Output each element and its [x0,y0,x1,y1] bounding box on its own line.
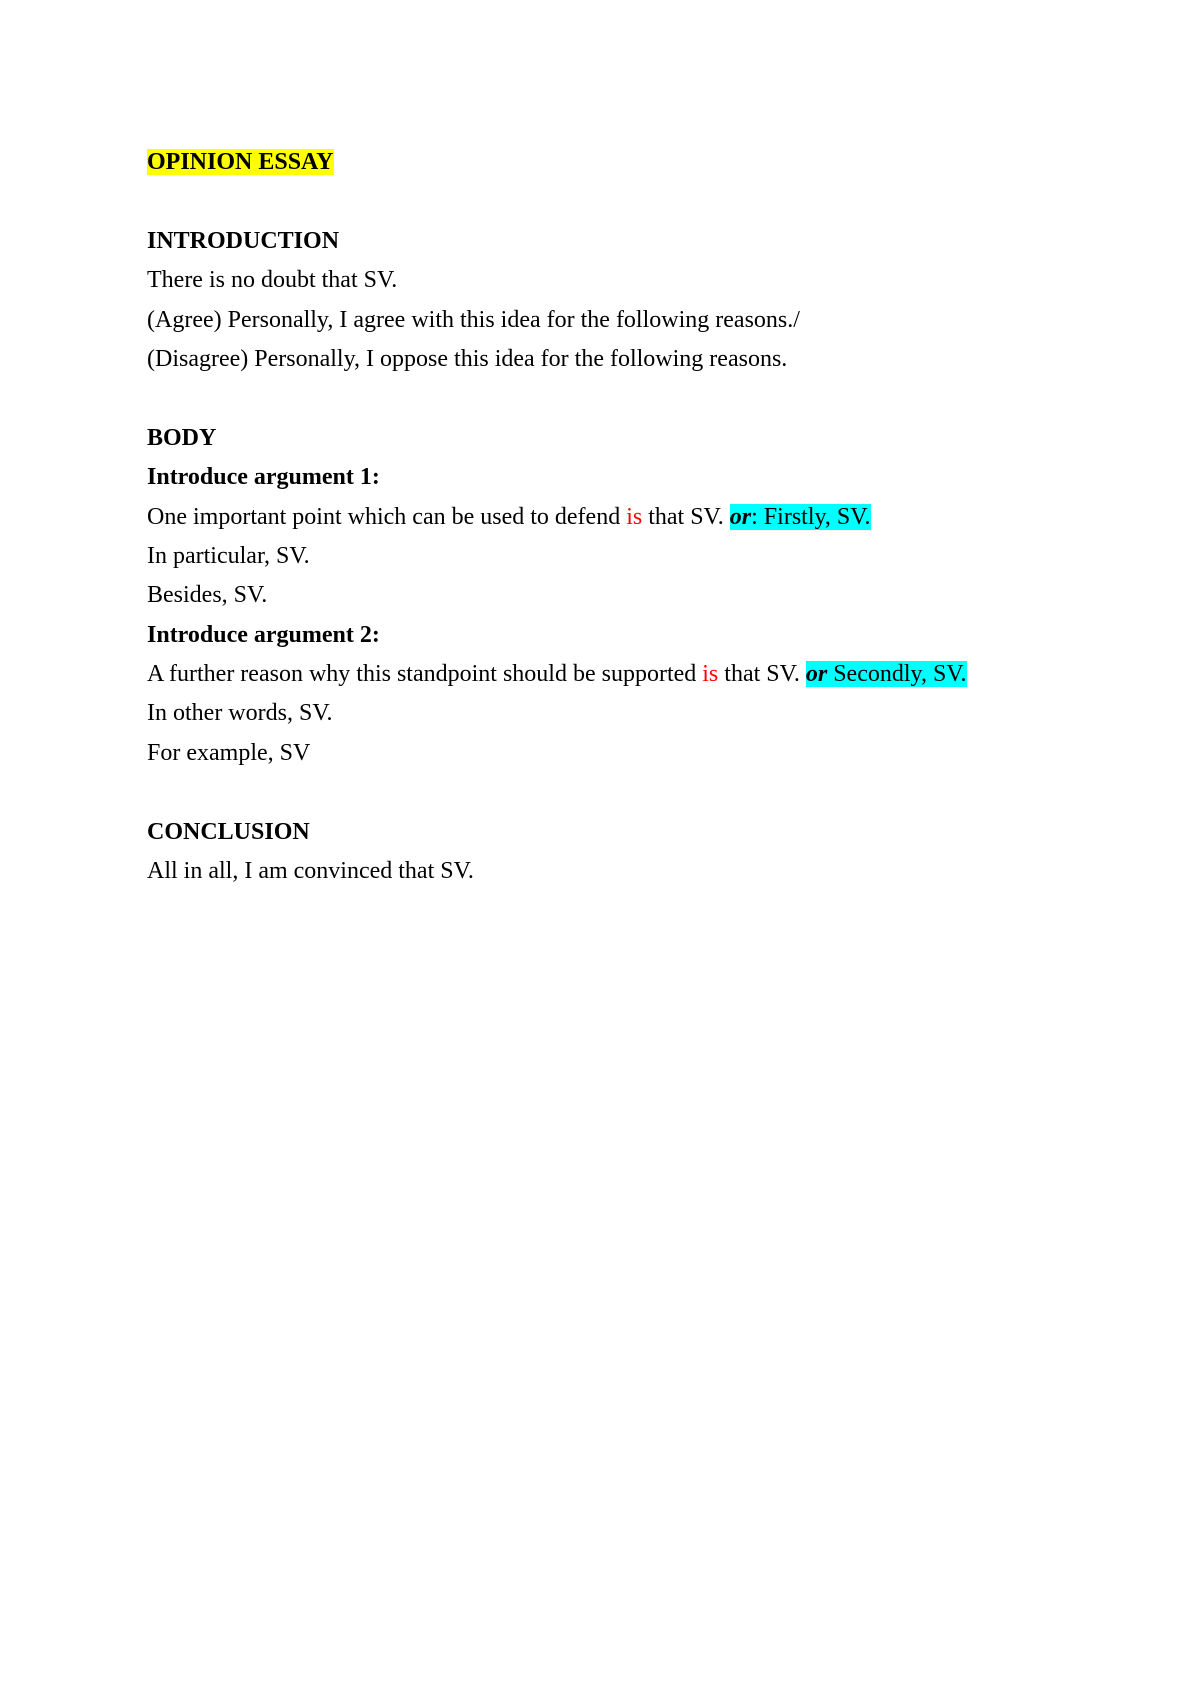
document-title: OPINION ESSAY [147,149,334,175]
argument-1-line-2: In particular, SV. [147,542,310,569]
argument-2-main-line [147,655,1107,694]
introduction-line-1: There is no doubt that SV. [147,267,398,294]
argument-2-alternative [806,661,967,687]
argument-2-text-after: that SV. [718,661,806,688]
introduction-line-2: (Agree) Personally, I agree with this idea for the following reasons./ [147,306,800,333]
body-heading: BODY [147,424,217,451]
introduction-line-3: (Disagree) Personally, I oppose this idea for the following reasons. [147,345,788,372]
conclusion-heading: CONCLUSION [147,818,310,845]
spacer [147,182,1107,221]
argument-1-emphasis: is [626,503,643,530]
argument-2-line-2: In other words, SV. [147,700,333,727]
argument-1-or: or [729,503,752,530]
argument-2-line-3: For example, SV [147,739,311,766]
conclusion-line-1: All in all, I am convinced that SV. [147,858,474,885]
argument-2-alt-text: Secondly, SV. [827,661,967,688]
argument-2-text-before: A further reason why this standpoint should be supported [147,661,703,688]
argument-1-text-before: One important point which can be used to defend [147,503,627,530]
argument-1-main-line [147,498,1107,537]
introduction-heading: INTRODUCTION [147,227,340,254]
document-content [147,143,1107,891]
argument-1-alternative [730,504,871,530]
argument-2-or: or [805,661,828,688]
argument-1-heading: Introduce argument 1: [147,464,380,491]
argument-2-heading: Introduce argument 2: [147,621,380,648]
argument-1-line-3: Besides, SV. [147,582,268,609]
argument-1-text-after: that SV. [642,503,730,530]
spacer [147,773,1107,812]
title-line [147,143,1107,182]
spacer [147,379,1107,418]
argument-1-alt-text: : Firstly, SV. [751,503,871,530]
argument-2-emphasis: is [702,661,719,688]
